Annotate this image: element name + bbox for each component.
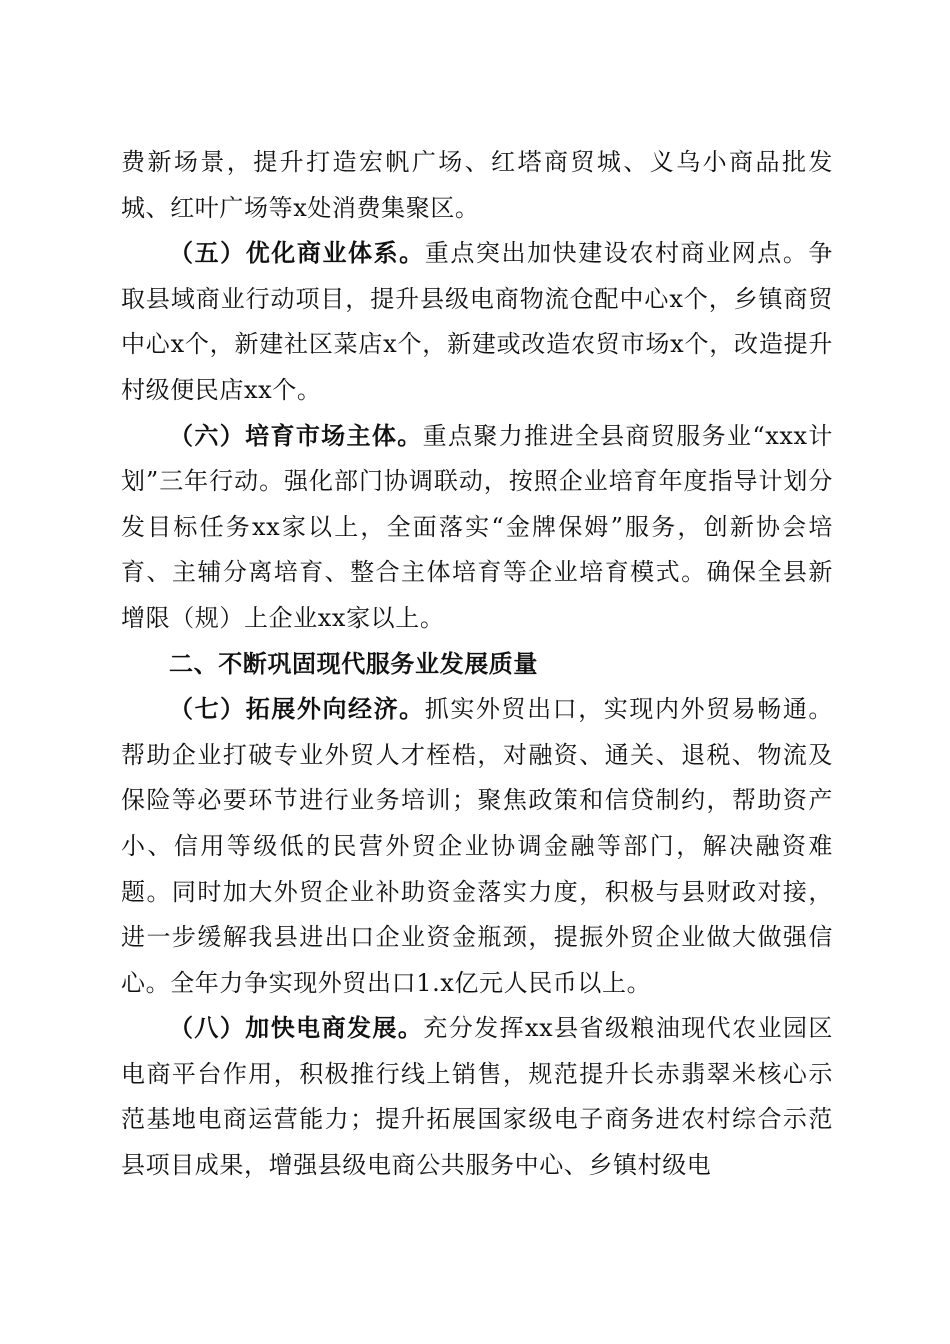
document-body — [121, 140, 833, 1189]
paragraph-lead: （八）加快电商发展。 — [169, 1014, 424, 1043]
paragraph-market-entities — [121, 414, 833, 642]
paragraph-ecommerce — [121, 1006, 833, 1188]
paragraph-lead: （六）培育市场主体。 — [169, 421, 423, 450]
paragraph-external-economy — [121, 687, 833, 1006]
paragraph-body: 费新场景，提升打造宏帆广场、红塔商贸城、义乌小商品批发城、红叶广场等x处消费集聚区。 — [121, 148, 833, 222]
paragraph-body: 充分发挥xx县省级粮油现代农业园区电商平台作用，积极推行线上销售，规范提升长赤翡翠米核心示范基地电商运营能力；提升拓展国家级电子商务进农村综合示范县项目成果，增强县级电商公共服务中心、乡镇村级电 — [121, 1014, 833, 1180]
paragraph-lead: （五）优化商业体系。 — [169, 239, 425, 268]
paragraph-continuation — [121, 140, 833, 231]
paragraph-optimize-commerce — [121, 231, 833, 413]
paragraph-body: 重点突出加快建设农村商业网点。争取县域商业行动项目，提升县级电商物流仓配中心x个，乡镇商贸中心x个，新建社区菜店x个，新建或改造农贸市场x个，改造提升村级便民店xx个。 — [121, 239, 833, 404]
paragraph-body: 重点聚力推进全县商贸服务业“xxx计划”三年行动。强化部门协调联动，按照企业培育年度指导计划分发目标任务xx家以上，全面落实“金牌保姆”服务，创新协会培育、主辅分离培育、整合主体培育等企业培育模式。确保全县新增限（规）上企业xx家以上。 — [121, 421, 833, 632]
paragraph-lead: （七）拓展外向经济。 — [169, 695, 425, 724]
paragraph-body: 抓实外贸出口，实现内外贸易畅通。帮助企业打破专业外贸人才桎梏，对融资、通关、退税、物流及保险等必要环节进行业务培训；聚焦政策和信贷制约，帮助资产小、信用等级低的民营外贸企业协调金融等部门，解决融资难题。同时加大外贸企业补助资金落实力度，积极与县财政对接，进一步缓解我县进出口企业资金瓶颈，提振外贸企业做大做强信心。全年力争实现外贸出口1.x亿元人民币以上。 — [121, 695, 833, 997]
section-heading: 二、不断巩固现代服务业发展质量 — [169, 649, 538, 678]
